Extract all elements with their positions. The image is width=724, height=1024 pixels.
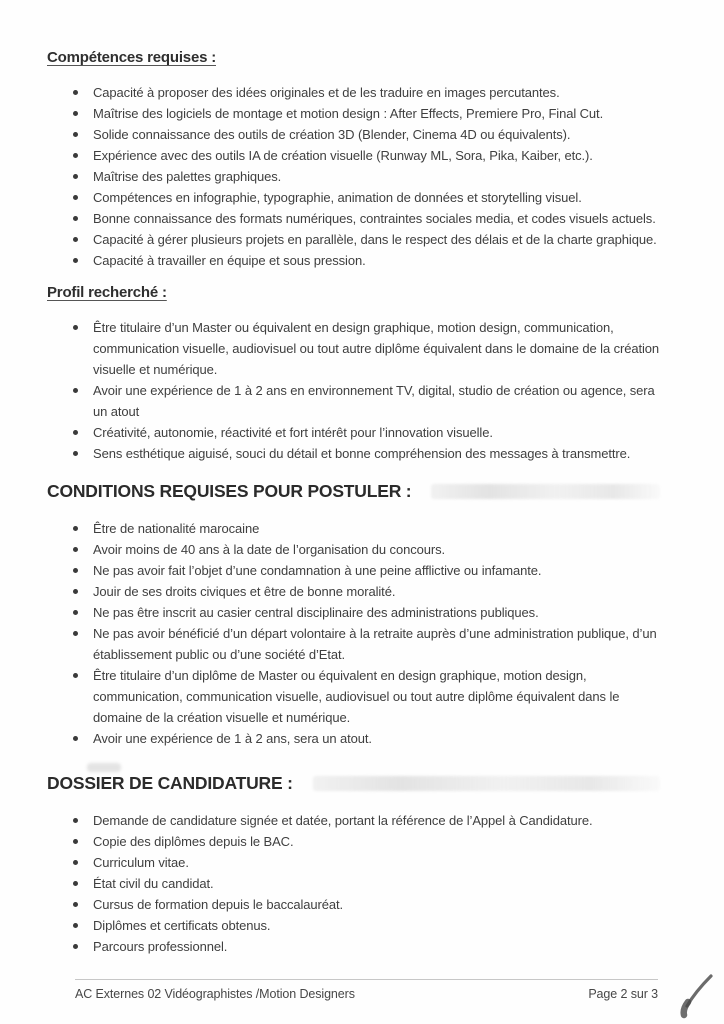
list-item	[71, 166, 664, 187]
list-item	[71, 229, 664, 250]
bullet-text: Être titulaire d’un Master ou équivalent en design graphique, motion design, communication, communication visuelle, audiovisuel ou tout autre diplôme équivalent dans le domaine de la création visuelle et numérique.	[93, 320, 660, 377]
scan-smudge-artifact	[313, 776, 660, 791]
bullet-icon	[73, 153, 78, 158]
section-heading-profil	[47, 283, 664, 302]
bullet-icon	[73, 451, 78, 456]
bullet-text: Diplômes et certificats obtenus.	[93, 918, 271, 933]
list-item	[71, 936, 664, 957]
list-item	[71, 915, 664, 936]
bullet-icon	[73, 881, 78, 886]
bullet-text: Jouir de ses droits civiques et être de bonne moralité.	[93, 584, 396, 599]
footer-page-number: Page 2 sur 3	[588, 987, 658, 1001]
bullet-icon	[73, 818, 78, 823]
bullet-icon	[73, 902, 78, 907]
bullet-icon	[73, 90, 78, 95]
bullet-icon	[73, 631, 78, 636]
bullet-text: État civil du candidat.	[93, 876, 214, 891]
bullet-icon	[73, 839, 78, 844]
bullet-icon	[73, 174, 78, 179]
bullet-text: Être titulaire d’un diplôme de Master ou équivalent en design graphique, motion design, communication, communication visuelle, audiovisuel ou tout autre diplôme équivalent dans le domaine de la création visuelle et numérique.	[93, 668, 620, 725]
list-item	[71, 103, 664, 124]
list-item	[71, 124, 664, 145]
bullet-icon	[73, 944, 78, 949]
list-item	[71, 873, 664, 894]
bullet-text: Ne pas avoir fait l’objet d’une condamnation à une peine afflictive ou infamante.	[93, 563, 542, 578]
bullet-icon	[73, 325, 78, 330]
bullet-text: Sens esthétique aiguisé, souci du détail et bonne compréhension des messages à transmettre.	[93, 446, 631, 461]
bullet-text: Demande de candidature signée et datée, portant la référence de l’Appel à Candidature.	[93, 813, 593, 828]
bullet-icon	[73, 388, 78, 393]
list-item	[71, 82, 664, 103]
list-item	[71, 518, 664, 539]
bullet-icon	[73, 860, 78, 865]
footer-document-reference: AC Externes 02 Vidéographistes /Motion Designers	[75, 987, 355, 1001]
bullet-text: Bonne connaissance des formats numériques, contraintes sociales media, et codes visuels actuels.	[93, 211, 656, 226]
bullet-icon	[73, 258, 78, 263]
list-item	[71, 145, 664, 166]
list-item	[71, 560, 664, 581]
list-item	[71, 539, 664, 560]
list-item	[71, 810, 664, 831]
bullet-text: Maîtrise des logiciels de montage et motion design : After Effects, Premiere Pro, Final Cut.	[93, 106, 604, 121]
bullet-text: Créativité, autonomie, réactivité et fort intérêt pour l’innovation visuelle.	[93, 425, 493, 440]
bullet-text: Curriculum vitae.	[93, 855, 189, 870]
bullet-text: Copie des diplômes depuis le BAC.	[93, 834, 294, 849]
bullet-text: Solide connaissance des outils de création 3D (Blender, Cinema 4D ou équivalents).	[93, 127, 571, 142]
scan-smudge-artifact	[431, 484, 660, 499]
bullet-icon	[73, 923, 78, 928]
list-item	[71, 894, 664, 915]
bullet-icon	[73, 673, 78, 678]
bullet-text: Cursus de formation depuis le baccalauréat.	[93, 897, 344, 912]
list-item	[71, 623, 664, 665]
bullet-icon	[73, 111, 78, 116]
list-item	[71, 852, 664, 873]
conditions-list	[47, 518, 664, 749]
bullet-text: Parcours professionnel.	[93, 939, 228, 954]
bullet-text: Avoir une expérience de 1 à 2 ans en environnement TV, digital, studio de création ou agence, sera un atout	[93, 383, 655, 419]
bullet-text: Ne pas avoir bénéficié d’un départ volontaire à la retraite auprès d’une administration publique, d’un établissement public ou d’une société d’Etat.	[93, 626, 657, 662]
bullet-text: Être de nationalité marocaine	[93, 521, 260, 536]
bullet-text: Capacité à gérer plusieurs projets en parallèle, dans le respect des délais et de la charte graphique.	[93, 232, 657, 247]
bullet-icon	[73, 568, 78, 573]
section-heading-conditions	[47, 481, 664, 502]
list-item	[71, 422, 664, 443]
bullet-icon	[73, 237, 78, 242]
list-item	[71, 250, 664, 271]
list-item	[71, 187, 664, 208]
page-footer	[75, 979, 658, 1001]
bullet-text: Maîtrise des palettes graphiques.	[93, 169, 282, 184]
competences-list	[47, 82, 664, 271]
bullet-icon	[73, 195, 78, 200]
bullet-text: Ne pas être inscrit au casier central disciplinaire des administrations publiques.	[93, 605, 539, 620]
section-heading-text: Compétences requises :	[47, 49, 216, 66]
profil-list	[47, 317, 664, 464]
list-item	[71, 317, 664, 380]
list-item	[71, 665, 664, 728]
list-item	[71, 831, 664, 852]
bullet-text: Capacité à travailler en équipe et sous pression.	[93, 253, 366, 268]
bullet-icon	[73, 430, 78, 435]
section-heading-text: DOSSIER DE CANDIDATURE :	[47, 773, 293, 793]
bullet-icon	[73, 216, 78, 221]
bullet-icon	[73, 526, 78, 531]
scan-smudge-artifact	[87, 763, 121, 772]
bullet-icon	[73, 736, 78, 741]
bullet-icon	[73, 132, 78, 137]
bullet-text: Expérience avec des outils IA de création visuelle (Runway ML, Sora, Pika, Kaiber, etc.).	[93, 148, 593, 163]
dossier-list	[47, 810, 664, 957]
bullet-text: Avoir moins de 40 ans à la date de l’organisation du concours.	[93, 542, 446, 557]
list-item	[71, 380, 664, 422]
bullet-icon	[73, 547, 78, 552]
list-item	[71, 602, 664, 623]
section-heading-text: Profil recherché :	[47, 284, 167, 301]
list-item	[71, 443, 664, 464]
list-item	[71, 728, 664, 749]
list-item	[71, 208, 664, 229]
section-heading-competences	[47, 48, 664, 67]
bullet-text: Compétences en infographie, typographie, animation de données et storytelling visuel.	[93, 190, 582, 205]
pen-mark-icon	[675, 972, 717, 1022]
bullet-text: Capacité à proposer des idées originales et de les traduire en images percutantes.	[93, 85, 560, 100]
bullet-icon	[73, 610, 78, 615]
bullet-icon	[73, 589, 78, 594]
section-heading-text: CONDITIONS REQUISES POUR POSTULER :	[47, 481, 412, 501]
section-heading-dossier	[47, 773, 664, 794]
list-item	[71, 581, 664, 602]
bullet-text: Avoir une expérience de 1 à 2 ans, sera un atout.	[93, 731, 372, 746]
